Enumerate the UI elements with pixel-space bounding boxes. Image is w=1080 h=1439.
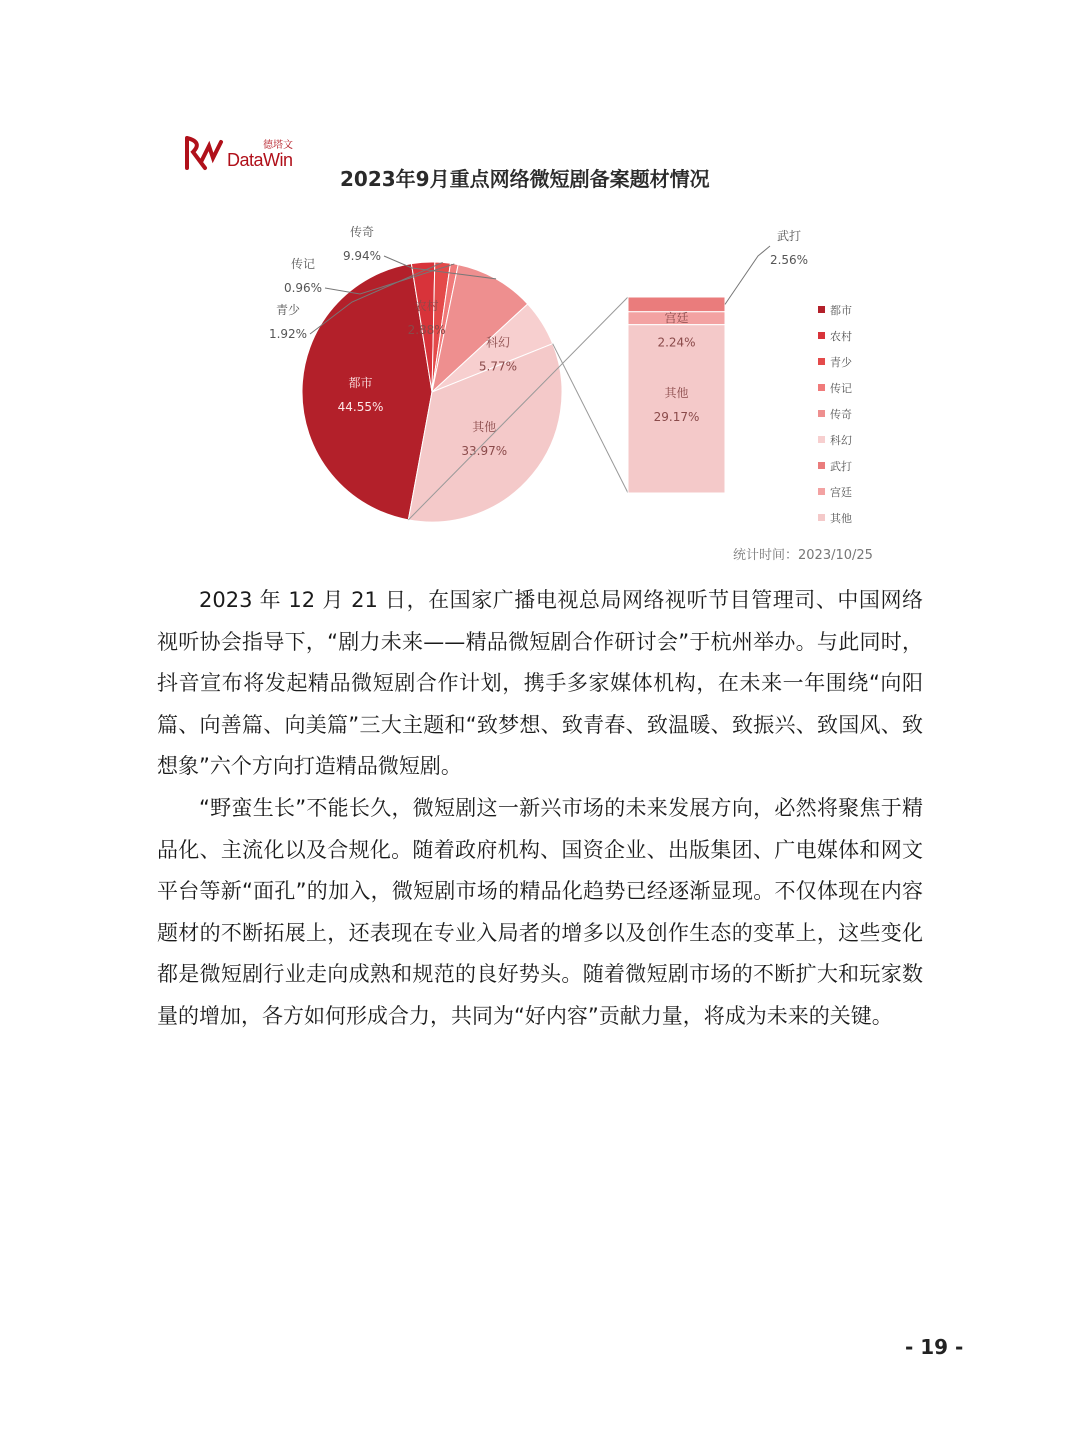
legend-swatch-青少	[818, 358, 825, 365]
page-number: - 19 -	[905, 1335, 964, 1359]
legend-label-农村: 农村	[830, 330, 852, 343]
slice-value-传记: 0.96%	[283, 281, 323, 295]
breakdown-value-其他: 29.17%	[653, 410, 700, 425]
breakdown-label-宫廷: 宫廷	[664, 311, 689, 326]
breakdown-label-其他: 其他	[664, 386, 689, 401]
slice-value-都市: 44.55%	[337, 400, 384, 415]
paragraph: “野蛮生长”不能长久，微短剧这一新兴市场的未来发展方向，必然将聚焦于精品化、主流化以及合规化。随着政府机构、国资企业、出版集团、广电媒体和网文平台等新“面孔”的加入，微短剧市场的精品化趋势已经逐渐显现。不仅体现在内容题材的不断拓展上，还表现在专业入局者的增多以及创作生态的变革上，这些变化都是微短剧行业走向成熟和规范的良好势头。随着微短剧市场的不断扩大和玩家数量的增加，各方如何形成合力，共同为“好内容”贡献力量，将成为未来的关键。	[157, 795, 923, 1028]
legend-swatch-科幻	[818, 436, 825, 443]
leader-line-武打	[725, 246, 770, 304]
legend-label-科幻: 科幻	[830, 434, 852, 447]
slice-label-青少: 青少	[275, 303, 301, 317]
slice-label-其他: 其他	[472, 419, 497, 434]
legend-label-其他: 其他	[830, 512, 852, 525]
logo-brand: DataWin	[227, 150, 293, 170]
slice-label-都市: 都市	[348, 376, 373, 391]
pie-slice-都市	[302, 264, 432, 520]
legend-swatch-其他	[818, 514, 825, 521]
slice-label-农村: 农村	[414, 299, 439, 314]
stat-time: 统计时间：2023/10/25	[733, 548, 873, 563]
legend-swatch-都市	[818, 306, 825, 313]
slice-value-传奇: 9.94%	[342, 249, 382, 263]
paragraph: 2023 年 12 月 21 日，在国家广播电视总局网络视听节目管理司、中国网络视听协会指导下，“剧力未来——精品微短剧合作研讨会”于杭州举办。与此同时，抖音宣布将发起精品微短剧合作计划，携手多家媒体机构，在未来一年围绕“向阳篇、向善篇、向美篇”三大主题和“致梦想、致青春、致温暖、致振兴、致国风、致想象”六个方向打造精品微短剧。	[157, 588, 923, 779]
legend-swatch-武打	[818, 462, 825, 469]
slice-label-传奇: 传奇	[349, 225, 375, 239]
legend-swatch-传奇	[818, 410, 825, 417]
legend-label-宫廷: 宫廷	[830, 486, 852, 499]
slice-label-传记: 传记	[290, 257, 316, 271]
breakdown-label-武打: 武打	[776, 229, 802, 243]
legend-label-青少: 青少	[830, 356, 852, 369]
slice-label-科幻: 科幻	[485, 335, 511, 350]
logo-brand-cn: 德塔文	[263, 140, 293, 151]
connector-bottom	[553, 344, 628, 493]
breakdown-value-武打: 2.56%	[769, 253, 809, 267]
slice-value-青少: 1.92%	[268, 327, 308, 341]
legend-label-武打: 武打	[830, 460, 852, 473]
breakdown-value-宫廷: 2.24%	[657, 335, 696, 350]
pie-chart	[0, 0, 1080, 580]
legend-swatch-宫廷	[818, 488, 825, 495]
breakdown-segment-武打	[628, 297, 725, 312]
legend-label-都市: 都市	[830, 304, 852, 317]
legend-label-传奇: 传奇	[830, 408, 852, 421]
legend-label-传记: 传记	[830, 382, 852, 395]
body-text	[157, 580, 923, 1038]
legend-swatch-农村	[818, 332, 825, 339]
breakdown-segment-其他	[628, 325, 725, 493]
legend-swatch-传记	[818, 384, 825, 391]
slice-value-科幻: 5.77%	[478, 359, 518, 374]
chart-title: 2023年9月重点网络微短剧备案题材情况	[340, 167, 710, 191]
slice-value-农村: 2.88%	[407, 323, 446, 338]
slice-value-其他: 33.97%	[461, 443, 508, 458]
